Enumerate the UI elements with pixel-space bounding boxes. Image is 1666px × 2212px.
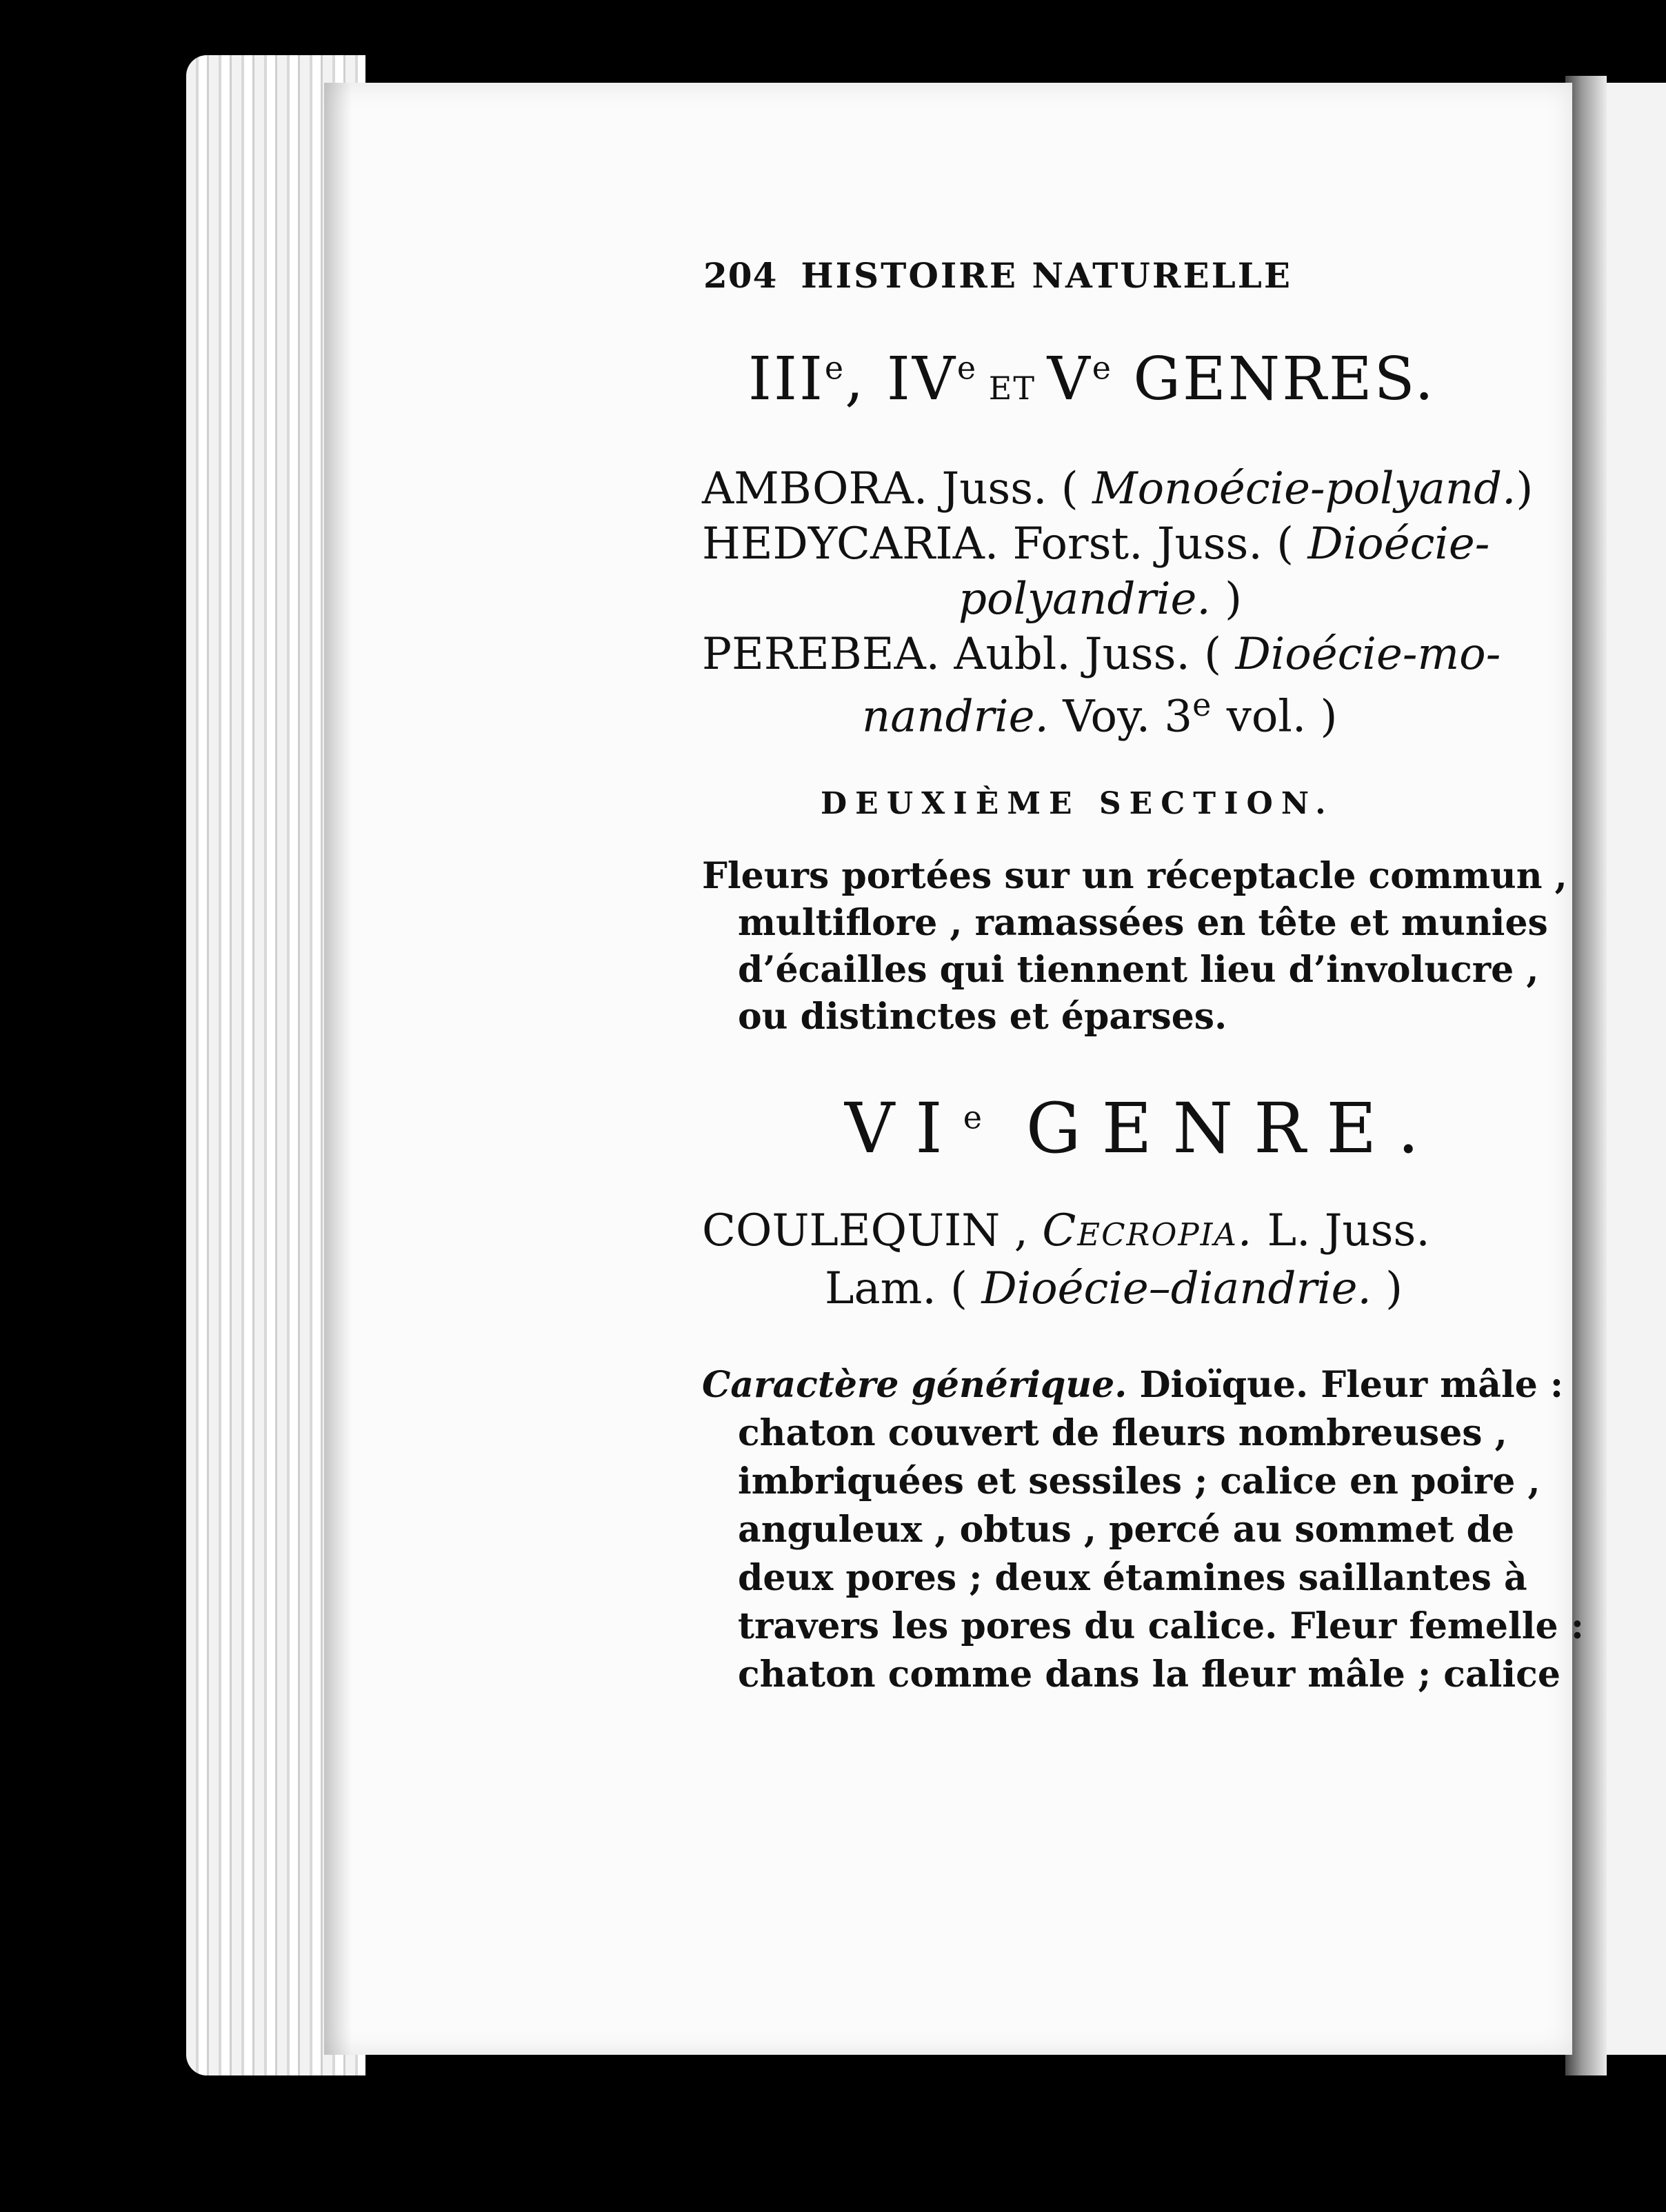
character-first-line: Caractère générique. Dioïque. Fleur mâle : [702,1364,1564,1406]
entry-coulequin-line1: COULEQUIN , Cecropia. L. Juss. [702,1205,1430,1256]
character-line: travers les pores du calice. Fleur femelle : [738,1605,1584,1647]
character-line: chaton couvert de fleurs nombreuses , [738,1412,1507,1454]
running-head [703,255,1292,296]
character-line: anguleux , obtus , percé au sommet de [738,1509,1515,1551]
section-description-line: Fleurs portées sur un réceptacle commun , [702,855,1567,897]
character-label: Caractère générique. [702,1364,1127,1406]
character-line: deux pores ; deux étamines saillantes à [738,1557,1527,1599]
character-line: imbriquées et sessiles ; calice en poire , [738,1460,1540,1502]
entry-coulequin-line2: Lam. ( Dioécie–diandrie. ) [825,1263,1403,1314]
entry-hedycaria-line2: polyandrie. ) [959,574,1243,625]
page-number: 204 [703,255,778,296]
entry-perebea-line1: PEREBEA. Aubl. Juss. ( Dioécie-mo- [702,629,1501,680]
section-heading: DEUXIÈME SECTION. [821,786,1334,821]
section-description-line: ou distinctes et éparses. [738,996,1227,1038]
entry-perebea-line2: nandrie. Voy. 3e vol. ) [862,686,1338,743]
character-line: chaton comme dans la fleur mâle ; calice [738,1653,1560,1696]
page-shadow [324,83,352,2055]
section-description-line: multiflore , ramassées en tête et munies [738,902,1548,944]
section-description-line: d’écailles qui tiennent lieu d’involucre , [738,949,1539,991]
entry-hedycaria-line1: HEDYCARIA. Forst. Juss. ( Dioécie- [702,519,1490,570]
genre-heading: VIe GENRE. [845,1088,1441,1169]
genres-heading: IIIe, IVe ET Ve GENRES. [748,345,1436,414]
facing-page-edge [1607,83,1666,2055]
running-title: HISTOIRE NATURELLE [801,255,1292,296]
entry-ambora: AMBORA. Juss. ( Monoécie-polyand.) [702,463,1534,514]
